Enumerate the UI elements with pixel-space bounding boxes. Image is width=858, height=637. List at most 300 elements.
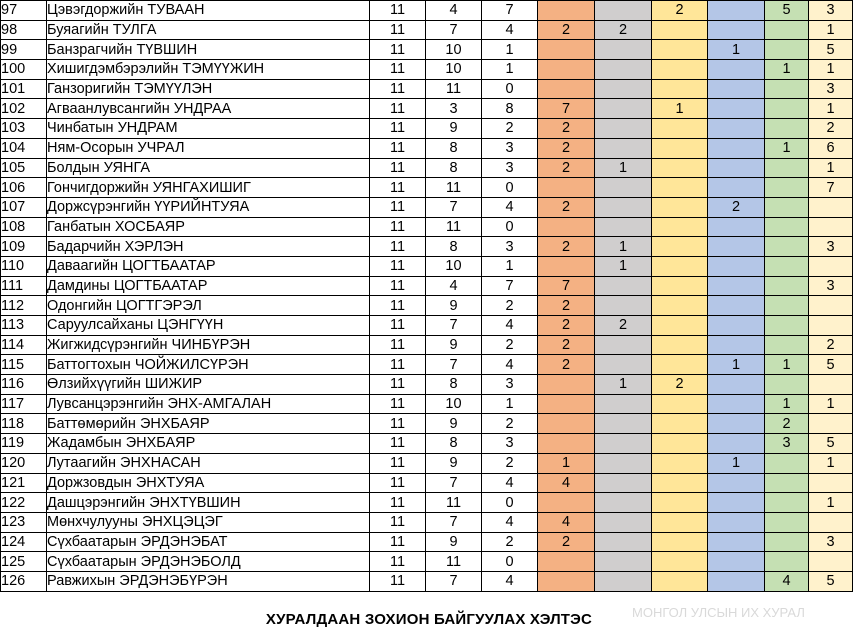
reason-1-cell: 2 — [538, 335, 595, 355]
reason-5-cell — [765, 532, 809, 552]
row-number-cell: 100 — [1, 60, 47, 80]
row-number-cell: 112 — [1, 296, 47, 316]
absent-cell: 4 — [482, 355, 538, 375]
reason-4-cell — [708, 434, 765, 454]
attended-cell: 10 — [426, 60, 482, 80]
reason-3-cell — [652, 79, 708, 99]
attended-cell: 11 — [426, 493, 482, 513]
reason-6-cell: 2 — [809, 335, 853, 355]
reason-5-cell — [765, 552, 809, 572]
reason-1-cell: 2 — [538, 119, 595, 139]
reason-3-cell — [652, 394, 708, 414]
absent-cell: 7 — [482, 276, 538, 296]
member-name-cell: Ганзоригийн ТЭМҮҮЛЭН — [47, 79, 370, 99]
total-cell: 11 — [370, 119, 426, 139]
reason-4-cell — [708, 571, 765, 591]
table-row — [1, 552, 853, 572]
absent-cell: 2 — [482, 414, 538, 434]
total-cell: 11 — [370, 375, 426, 395]
reason-2-cell — [595, 296, 652, 316]
row-number-cell: 101 — [1, 79, 47, 99]
absent-cell: 2 — [482, 453, 538, 473]
table-row — [1, 453, 853, 473]
reason-5-cell: 4 — [765, 571, 809, 591]
reason-4-cell — [708, 178, 765, 198]
reason-6-cell: 5 — [809, 434, 853, 454]
reason-2-cell — [595, 60, 652, 80]
reason-1-cell: 2 — [538, 197, 595, 217]
reason-1-cell — [538, 217, 595, 237]
row-number-cell: 104 — [1, 138, 47, 158]
reason-4-cell — [708, 552, 765, 572]
attended-cell: 9 — [426, 532, 482, 552]
absent-cell: 4 — [482, 571, 538, 591]
table-row — [1, 571, 853, 591]
reason-2-cell — [595, 453, 652, 473]
reason-6-cell — [809, 296, 853, 316]
row-number-cell: 114 — [1, 335, 47, 355]
reason-2-cell — [595, 473, 652, 493]
reason-2-cell — [595, 493, 652, 513]
reason-5-cell — [765, 99, 809, 119]
reason-3-cell — [652, 493, 708, 513]
total-cell: 11 — [370, 316, 426, 336]
attended-cell: 4 — [426, 276, 482, 296]
row-number-cell: 108 — [1, 217, 47, 237]
attended-cell: 9 — [426, 453, 482, 473]
reason-6-cell: 1 — [809, 158, 853, 178]
total-cell: 11 — [370, 355, 426, 375]
member-name-cell: Бадарчийн ХЭРЛЭН — [47, 237, 370, 257]
reason-6-cell — [809, 256, 853, 276]
absent-cell: 0 — [482, 493, 538, 513]
reason-4-cell — [708, 473, 765, 493]
reason-6-cell: 3 — [809, 276, 853, 296]
attended-cell: 8 — [426, 138, 482, 158]
reason-1-cell — [538, 178, 595, 198]
table-row — [1, 434, 853, 454]
reason-3-cell — [652, 512, 708, 532]
attended-cell: 7 — [426, 571, 482, 591]
reason-2-cell — [595, 197, 652, 217]
reason-3-cell — [652, 256, 708, 276]
reason-1-cell: 1 — [538, 453, 595, 473]
member-name-cell: Ням-Осорын УЧРАЛ — [47, 138, 370, 158]
reason-3-cell — [652, 316, 708, 336]
footer-title: ХУРАЛДААН ЗОХИОН БАЙГУУЛАХ ХЭЛТЭС — [265, 611, 593, 628]
table-row — [1, 99, 853, 119]
reason-1-cell — [538, 434, 595, 454]
row-number-cell: 115 — [1, 355, 47, 375]
row-number-cell: 113 — [1, 316, 47, 336]
total-cell: 11 — [370, 434, 426, 454]
total-cell: 11 — [370, 158, 426, 178]
total-cell: 11 — [370, 60, 426, 80]
attended-cell: 7 — [426, 512, 482, 532]
attended-cell: 4 — [426, 1, 482, 21]
table-row — [1, 532, 853, 552]
reason-3-cell: 2 — [652, 375, 708, 395]
reason-5-cell — [765, 512, 809, 532]
reason-1-cell — [538, 1, 595, 21]
reason-5-cell — [765, 296, 809, 316]
total-cell: 11 — [370, 453, 426, 473]
attended-cell: 11 — [426, 552, 482, 572]
total-cell: 11 — [370, 99, 426, 119]
reason-1-cell: 2 — [538, 158, 595, 178]
reason-3-cell — [652, 552, 708, 572]
reason-4-cell — [708, 237, 765, 257]
row-number-cell: 103 — [1, 119, 47, 139]
reason-5-cell: 1 — [765, 355, 809, 375]
reason-5-cell — [765, 158, 809, 178]
row-number-cell: 105 — [1, 158, 47, 178]
reason-3-cell — [652, 434, 708, 454]
reason-5-cell: 1 — [765, 394, 809, 414]
reason-6-cell — [809, 316, 853, 336]
reason-2-cell — [595, 414, 652, 434]
attended-cell: 11 — [426, 79, 482, 99]
reason-5-cell — [765, 217, 809, 237]
member-name-cell: Лутаагийн ЭНХНАСАН — [47, 453, 370, 473]
row-number-cell: 116 — [1, 375, 47, 395]
row-number-cell: 110 — [1, 256, 47, 276]
reason-2-cell — [595, 434, 652, 454]
reason-3-cell — [652, 296, 708, 316]
reason-6-cell: 5 — [809, 40, 853, 60]
attended-cell: 9 — [426, 414, 482, 434]
table-body — [1, 1, 853, 592]
reason-5-cell — [765, 375, 809, 395]
reason-1-cell: 7 — [538, 276, 595, 296]
reason-4-cell — [708, 512, 765, 532]
reason-2-cell — [595, 335, 652, 355]
reason-6-cell: 3 — [809, 1, 853, 21]
reason-3-cell — [652, 237, 708, 257]
member-name-cell: Агваанлувсангийн УНДРАА — [47, 99, 370, 119]
reason-1-cell: 2 — [538, 355, 595, 375]
reason-1-cell — [538, 375, 595, 395]
absent-cell: 4 — [482, 473, 538, 493]
reason-6-cell: 3 — [809, 532, 853, 552]
absent-cell: 7 — [482, 1, 538, 21]
reason-5-cell — [765, 316, 809, 336]
reason-6-cell: 1 — [809, 453, 853, 473]
reason-1-cell — [538, 394, 595, 414]
member-name-cell: Дамдины ЦОГТБААТАР — [47, 276, 370, 296]
reason-2-cell — [595, 178, 652, 198]
reason-3-cell — [652, 217, 708, 237]
row-number-cell: 107 — [1, 197, 47, 217]
member-name-cell: Цэвэгдоржийн ТУВААН — [47, 1, 370, 21]
reason-2-cell — [595, 394, 652, 414]
reason-6-cell: 1 — [809, 20, 853, 40]
reason-3-cell — [652, 532, 708, 552]
table-row — [1, 355, 853, 375]
member-name-cell: Ганбатын ХОСБАЯР — [47, 217, 370, 237]
reason-3-cell: 1 — [652, 99, 708, 119]
reason-3-cell — [652, 414, 708, 434]
attended-cell: 7 — [426, 473, 482, 493]
reason-2-cell — [595, 552, 652, 572]
reason-3-cell — [652, 335, 708, 355]
reason-6-cell: 3 — [809, 79, 853, 99]
reason-6-cell: 1 — [809, 99, 853, 119]
absent-cell: 0 — [482, 79, 538, 99]
member-name-cell: Банзрагчийн ТҮВШИН — [47, 40, 370, 60]
row-number-cell: 102 — [1, 99, 47, 119]
reason-4-cell — [708, 414, 765, 434]
row-number-cell: 98 — [1, 20, 47, 40]
reason-4-cell — [708, 296, 765, 316]
reason-1-cell — [538, 571, 595, 591]
table-row — [1, 256, 853, 276]
total-cell: 11 — [370, 296, 426, 316]
attended-cell: 9 — [426, 119, 482, 139]
absent-cell: 0 — [482, 217, 538, 237]
total-cell: 11 — [370, 532, 426, 552]
reason-4-cell — [708, 335, 765, 355]
reason-5-cell: 2 — [765, 414, 809, 434]
total-cell: 11 — [370, 394, 426, 414]
reason-1-cell: 2 — [538, 532, 595, 552]
reason-5-cell — [765, 335, 809, 355]
member-name-cell: Баттөмөрийн ЭНХБАЯР — [47, 414, 370, 434]
attended-cell: 10 — [426, 394, 482, 414]
row-number-cell: 126 — [1, 571, 47, 591]
absent-cell: 3 — [482, 138, 538, 158]
reason-1-cell: 7 — [538, 99, 595, 119]
member-name-cell: Болдын УЯНГА — [47, 158, 370, 178]
reason-2-cell — [595, 512, 652, 532]
reason-5-cell — [765, 256, 809, 276]
absent-cell: 3 — [482, 158, 538, 178]
reason-4-cell: 1 — [708, 355, 765, 375]
reason-4-cell — [708, 138, 765, 158]
reason-1-cell — [538, 552, 595, 572]
table-row — [1, 119, 853, 139]
reason-2-cell: 1 — [595, 375, 652, 395]
member-name-cell: Даваагийн ЦОГТБААТАР — [47, 256, 370, 276]
absent-cell: 0 — [482, 178, 538, 198]
member-name-cell: Сүхбаатарын ЭРДЭНЭБАТ — [47, 532, 370, 552]
reason-6-cell — [809, 552, 853, 572]
total-cell: 11 — [370, 512, 426, 532]
absent-cell: 2 — [482, 296, 538, 316]
absent-cell: 1 — [482, 256, 538, 276]
row-number-cell: 97 — [1, 1, 47, 21]
total-cell: 11 — [370, 20, 426, 40]
reason-5-cell — [765, 453, 809, 473]
reason-5-cell — [765, 20, 809, 40]
total-cell: 11 — [370, 138, 426, 158]
reason-6-cell — [809, 217, 853, 237]
absent-cell: 3 — [482, 375, 538, 395]
reason-1-cell: 4 — [538, 512, 595, 532]
reason-6-cell: 1 — [809, 493, 853, 513]
attended-cell: 7 — [426, 20, 482, 40]
reason-5-cell — [765, 237, 809, 257]
reason-1-cell — [538, 40, 595, 60]
member-name-cell: Жигжидсүрэнгийн ЧИНБҮРЭН — [47, 335, 370, 355]
total-cell: 11 — [370, 493, 426, 513]
absent-cell: 2 — [482, 119, 538, 139]
absent-cell: 3 — [482, 434, 538, 454]
attended-cell: 9 — [426, 335, 482, 355]
reason-4-cell — [708, 493, 765, 513]
total-cell: 11 — [370, 552, 426, 572]
reason-1-cell — [538, 493, 595, 513]
row-number-cell: 99 — [1, 40, 47, 60]
reason-2-cell — [595, 1, 652, 21]
total-cell: 11 — [370, 237, 426, 257]
reason-1-cell: 2 — [538, 316, 595, 336]
reason-5-cell — [765, 493, 809, 513]
reason-4-cell: 2 — [708, 197, 765, 217]
reason-2-cell: 2 — [595, 316, 652, 336]
reason-6-cell — [809, 375, 853, 395]
row-number-cell: 111 — [1, 276, 47, 296]
attended-cell: 11 — [426, 217, 482, 237]
reason-5-cell: 1 — [765, 138, 809, 158]
total-cell: 11 — [370, 178, 426, 198]
reason-5-cell — [765, 40, 809, 60]
reason-6-cell: 5 — [809, 571, 853, 591]
member-name-cell: Буяагийн ТУЛГА — [47, 20, 370, 40]
absent-cell: 2 — [482, 335, 538, 355]
reason-5-cell — [765, 197, 809, 217]
reason-1-cell — [538, 414, 595, 434]
row-number-cell: 125 — [1, 552, 47, 572]
reason-1-cell: 2 — [538, 138, 595, 158]
reason-5-cell — [765, 276, 809, 296]
total-cell: 11 — [370, 197, 426, 217]
reason-3-cell — [652, 40, 708, 60]
absent-cell: 4 — [482, 20, 538, 40]
absent-cell: 1 — [482, 40, 538, 60]
reason-2-cell — [595, 79, 652, 99]
member-name-cell: Саруулсайханы ЦЭНГҮҮН — [47, 316, 370, 336]
attended-cell: 3 — [426, 99, 482, 119]
table-row — [1, 178, 853, 198]
reason-1-cell: 2 — [538, 296, 595, 316]
absent-cell: 4 — [482, 512, 538, 532]
reason-2-cell: 1 — [595, 158, 652, 178]
total-cell: 11 — [370, 473, 426, 493]
attended-cell: 9 — [426, 296, 482, 316]
row-number-cell: 118 — [1, 414, 47, 434]
reason-6-cell: 3 — [809, 237, 853, 257]
attended-cell: 11 — [426, 178, 482, 198]
absent-cell: 2 — [482, 532, 538, 552]
attended-cell: 10 — [426, 256, 482, 276]
row-number-cell: 123 — [1, 512, 47, 532]
reason-3-cell — [652, 158, 708, 178]
table-row — [1, 414, 853, 434]
reason-3-cell — [652, 178, 708, 198]
reason-2-cell — [595, 355, 652, 375]
reason-6-cell — [809, 473, 853, 493]
attended-cell: 10 — [426, 40, 482, 60]
attended-cell: 7 — [426, 197, 482, 217]
member-name-cell: Баттогтохын ЧОЙЖИЛСҮРЭН — [47, 355, 370, 375]
table-row — [1, 394, 853, 414]
table-row — [1, 1, 853, 21]
table-row — [1, 158, 853, 178]
total-cell: 11 — [370, 571, 426, 591]
reason-5-cell — [765, 178, 809, 198]
watermark: МОНГОЛ УЛСЫН ИХ ХУРАЛ — [632, 605, 805, 620]
table-row — [1, 316, 853, 336]
reason-4-cell — [708, 20, 765, 40]
reason-4-cell — [708, 375, 765, 395]
attended-cell: 8 — [426, 237, 482, 257]
reason-6-cell: 2 — [809, 119, 853, 139]
table-row — [1, 335, 853, 355]
table-row — [1, 237, 853, 257]
table-row — [1, 217, 853, 237]
reason-6-cell — [809, 512, 853, 532]
reason-2-cell: 1 — [595, 256, 652, 276]
reason-4-cell — [708, 119, 765, 139]
reason-2-cell — [595, 571, 652, 591]
reason-1-cell — [538, 60, 595, 80]
absent-cell: 1 — [482, 394, 538, 414]
member-name-cell: Равжихын ЭРДЭНЭБҮРЭН — [47, 571, 370, 591]
row-number-cell: 117 — [1, 394, 47, 414]
reason-6-cell: 6 — [809, 138, 853, 158]
row-number-cell: 120 — [1, 453, 47, 473]
total-cell: 11 — [370, 414, 426, 434]
member-name-cell: Хишигдэмбэрэлийн ТЭМҮҮЖИН — [47, 60, 370, 80]
reason-5-cell — [765, 473, 809, 493]
table-row — [1, 40, 853, 60]
attended-cell: 8 — [426, 434, 482, 454]
reason-6-cell: 1 — [809, 394, 853, 414]
total-cell: 11 — [370, 79, 426, 99]
reason-4-cell — [708, 394, 765, 414]
reason-5-cell — [765, 119, 809, 139]
reason-4-cell — [708, 217, 765, 237]
reason-4-cell: 1 — [708, 453, 765, 473]
reason-3-cell — [652, 138, 708, 158]
reason-3-cell — [652, 20, 708, 40]
reason-4-cell — [708, 532, 765, 552]
table-row — [1, 375, 853, 395]
reason-4-cell — [708, 316, 765, 336]
table-row — [1, 60, 853, 80]
reason-6-cell: 5 — [809, 355, 853, 375]
reason-4-cell — [708, 256, 765, 276]
table-row — [1, 276, 853, 296]
reason-3-cell — [652, 60, 708, 80]
reason-2-cell — [595, 40, 652, 60]
member-name-cell: Өлзийхүүгийн ШИЖИР — [47, 375, 370, 395]
member-name-cell: Дашцэрэнгийн ЭНХТҮВШИН — [47, 493, 370, 513]
reason-4-cell — [708, 60, 765, 80]
reason-6-cell — [809, 197, 853, 217]
reason-1-cell — [538, 79, 595, 99]
reason-5-cell: 1 — [765, 60, 809, 80]
reason-4-cell — [708, 276, 765, 296]
reason-5-cell: 5 — [765, 1, 809, 21]
reason-3-cell — [652, 197, 708, 217]
table-row — [1, 197, 853, 217]
total-cell: 11 — [370, 335, 426, 355]
reason-1-cell: 4 — [538, 473, 595, 493]
reason-1-cell: 2 — [538, 237, 595, 257]
table-row — [1, 512, 853, 532]
